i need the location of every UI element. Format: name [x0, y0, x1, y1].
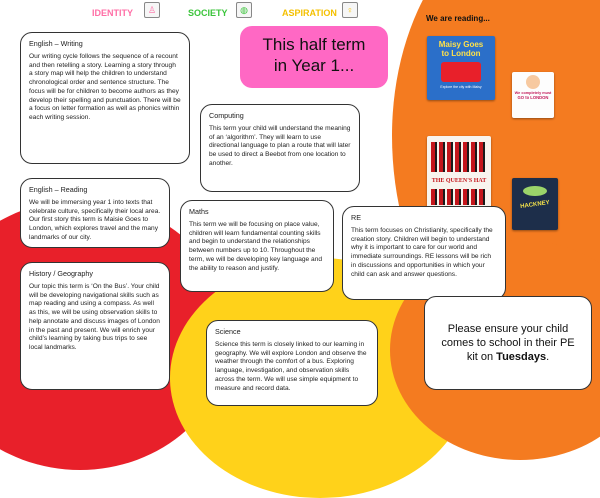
card-re — [342, 206, 506, 300]
book-subtitle: Explore the city with Maisy — [440, 85, 482, 89]
card-body: Our writing cycle follows the sequence of a recount and then retelling a story. Learning a story through a story map will help the children to understand chronological order and sentence structure. The focus will be for children to become authors as they develop their spelling and punctuation. There will be a focus on letter formation as well as phonics within each writing session. — [29, 53, 181, 121]
card-english-reading — [20, 178, 170, 248]
card-title: RE — [351, 213, 361, 222]
book-cover-go-to-london — [512, 72, 554, 118]
page-title-line-2: in Year 1... — [273, 56, 355, 75]
card-history-geography — [20, 262, 170, 390]
character-illustration — [526, 75, 540, 89]
soldiers-illustration-lower — [431, 189, 487, 205]
card-title: History / Geography — [29, 269, 93, 278]
book-cover-hackney — [512, 178, 558, 230]
book-cover-the-queens-hat — [427, 136, 491, 214]
value-identity: IDENTITY — [92, 8, 134, 18]
card-science — [206, 320, 378, 406]
card-body: This term focuses on Christianity, specifically the creation story. Children will begin to understand why it is important to care for our world and immediate surroundings. RE lessons will be rich in discussions and opportunities in which your child can ask and answer questions. — [351, 227, 493, 278]
card-body: We will be immersing year 1 into texts that celebrate culture, specifically their local area. Our first story this term is Maisie Goes to London, which explores travel and the many landmarks of our city. — [29, 199, 161, 241]
card-body: Our topic this term is ‘On the Bus’. Your child will be developing navigational skills such as map reading and using a compass. As well as this, we will be using observation skills to help annotate and discuss images of London in the past and present. We will enrich your child’s learning by taking bus trips to see local landmarks. — [29, 283, 160, 351]
card-english-writing — [20, 32, 190, 164]
card-maths — [180, 200, 334, 292]
pe-kit-text — [437, 322, 579, 365]
book-cover-maisy-goes-to-london — [427, 36, 495, 100]
aspiration-lightbulb-icon: ♀ — [342, 2, 358, 18]
card-title: English – Writing — [29, 39, 83, 48]
card-body: This term we will be focusing on place value, children will learn fundamental counting skills and begin to understand the relationships between numbers up to 10. Throughout the term, we will be developing key language and the ability to reason and justify. — [189, 221, 323, 272]
book-title-line-1: We completely must — [514, 91, 552, 95]
society-globe-icon: ◍ — [236, 2, 252, 18]
soldiers-illustration — [431, 142, 487, 172]
value-society: SOCIETY — [188, 8, 228, 18]
book-title: HACKNEY — [519, 199, 551, 211]
card-body: This term your child will understand the meaning of an ‘algorithm’. They will learn to use directional language to plan a route that will later be used to direct a Beebot from one location to another. — [209, 125, 351, 167]
card-title: Computing — [209, 111, 244, 120]
card-title: Science — [215, 327, 241, 336]
reading-heading: We are reading... — [426, 14, 490, 23]
card-computing — [200, 104, 360, 192]
identity-person-icon: ♙ — [144, 2, 160, 18]
book-title: THE QUEEN'S HAT — [431, 178, 487, 184]
ufo-illustration — [523, 186, 547, 196]
pe-kit-end: . — [546, 351, 550, 364]
book-title-line-2: to London — [441, 49, 481, 58]
book-title-line-2: GO to LONDON — [517, 95, 549, 100]
value-aspiration: ASPIRATION — [282, 8, 337, 18]
card-title: English – Reading — [29, 185, 88, 194]
pe-kit-notice — [424, 296, 592, 390]
book-title-line-1: Maisy Goes — [438, 40, 484, 49]
page-title-line-1: This half term — [262, 35, 366, 54]
red-bus-illustration — [441, 62, 481, 82]
card-body: Science this term is closely linked to our learning in geography. We will explore London and observe the weather through the comfort of a bus. Exploring language, investigation, and observation skills across the term. We will use simple equipment to measure and record data. — [215, 341, 367, 392]
pe-kit-message: Please ensure your child comes to school in their PE kit on — [441, 322, 575, 364]
card-title: Maths — [189, 207, 209, 216]
pe-kit-day: Tuesdays — [496, 351, 547, 364]
page-title — [240, 26, 388, 88]
